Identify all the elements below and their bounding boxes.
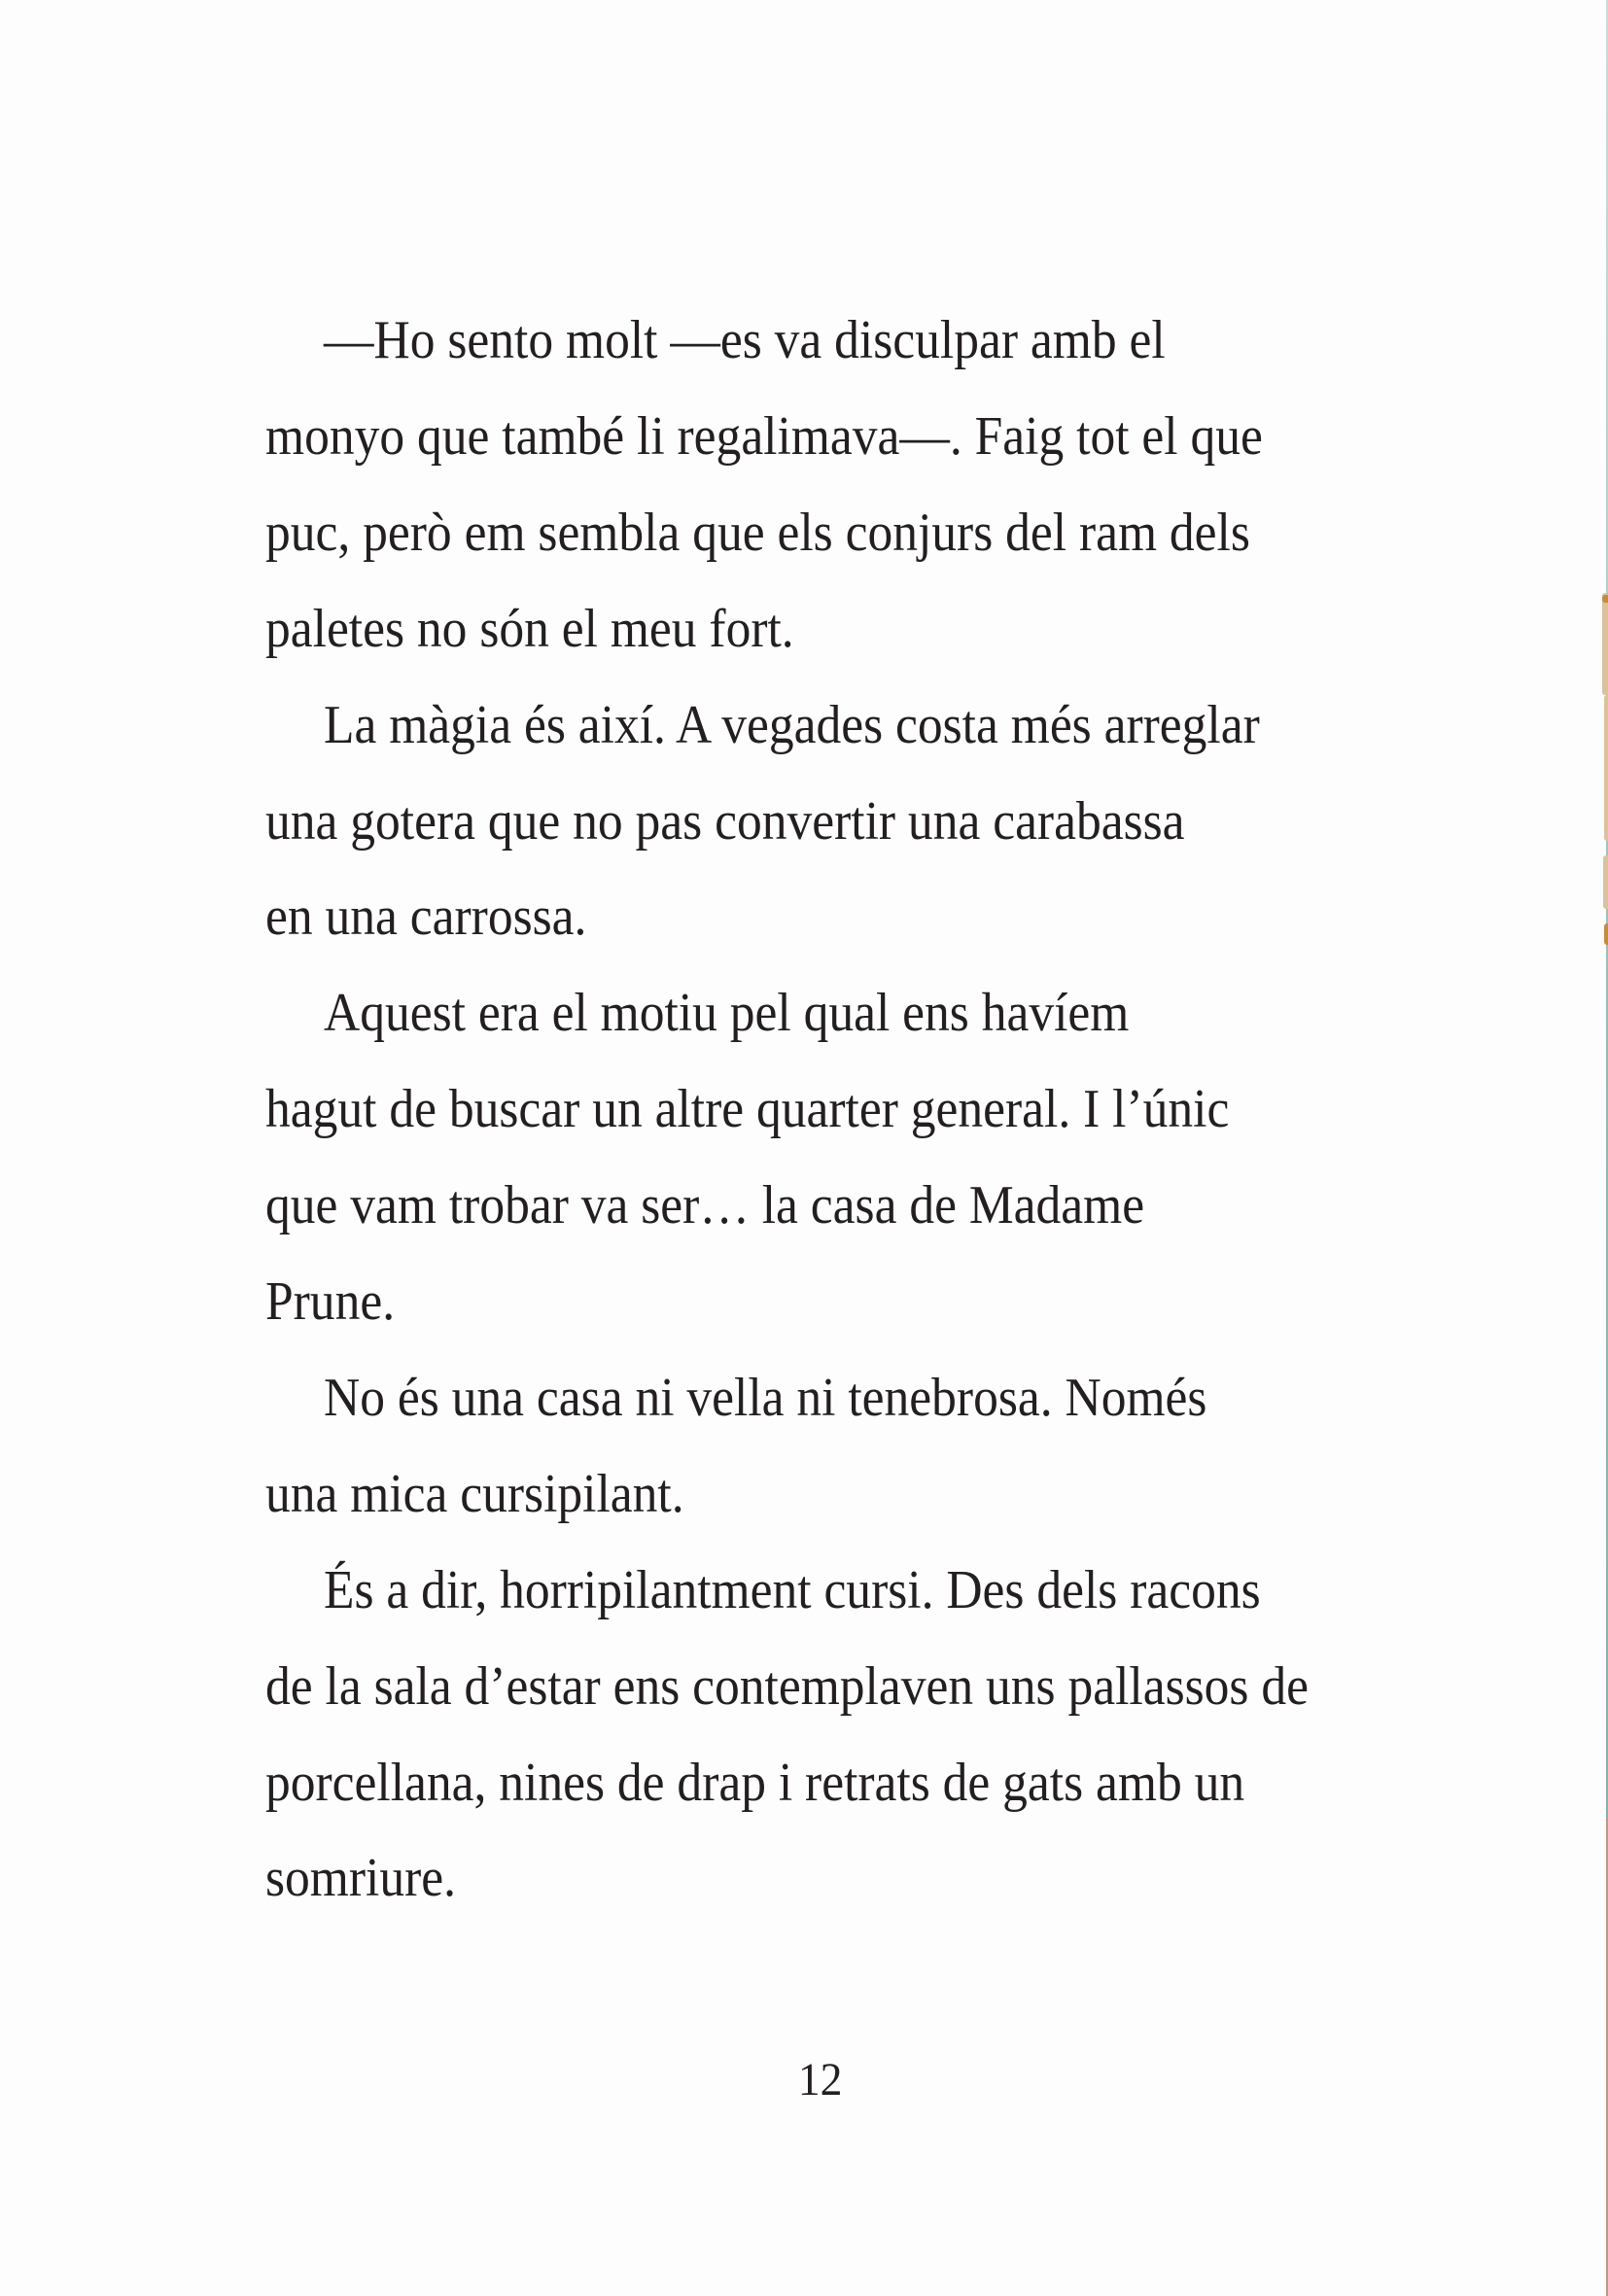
body-text — [265, 0, 1393, 2296]
page-edge-stain — [1603, 855, 1608, 909]
text-line: de la sala d’estar ens contemplaven uns pallassos de — [265, 1655, 1309, 1717]
page-edge-stain — [1602, 595, 1608, 603]
text-line: És a dir, horripilantment cursi. Des dels racons — [324, 1559, 1261, 1620]
text-line: monyo que també li regalimava—. Faig tot el que — [265, 405, 1263, 467]
page-edge-stain — [1604, 695, 1608, 841]
text-line: porcellana, nines de drap i retrats de gats amb un — [265, 1752, 1245, 1813]
text-line: Aquest era el motiu pel qual ens havíem — [324, 983, 1130, 1044]
text-line: somriure. — [265, 1848, 457, 1909]
text-line: —Ho sento molt —es va disculpar amb el — [324, 310, 1166, 370]
text-line: una mica cursipilant. — [265, 1463, 684, 1524]
text-line: que vam trobar va ser… la casa de Madame — [265, 1175, 1145, 1236]
text-line: Prune. — [265, 1271, 396, 1332]
text-line: No és una casa ni vella ni tenebrosa. Només — [324, 1367, 1207, 1428]
page-edge-stain — [1602, 593, 1608, 695]
text-line: en una carrossa. — [265, 887, 587, 948]
text-line: hagut de buscar un altre quarter general. I l’únic — [265, 1079, 1230, 1140]
text-line: paletes no són el meu fort. — [265, 598, 794, 659]
text-line: La màgia és així. A vegades costa més arreglar — [324, 694, 1260, 755]
page-edge-stain — [1604, 923, 1608, 945]
text-line: una gotera que no pas convertir una carabassa — [265, 790, 1185, 852]
page-number: 12 — [797, 2054, 843, 2105]
text-line: puc, però em sembla que els conjurs del ram dels — [265, 502, 1250, 563]
